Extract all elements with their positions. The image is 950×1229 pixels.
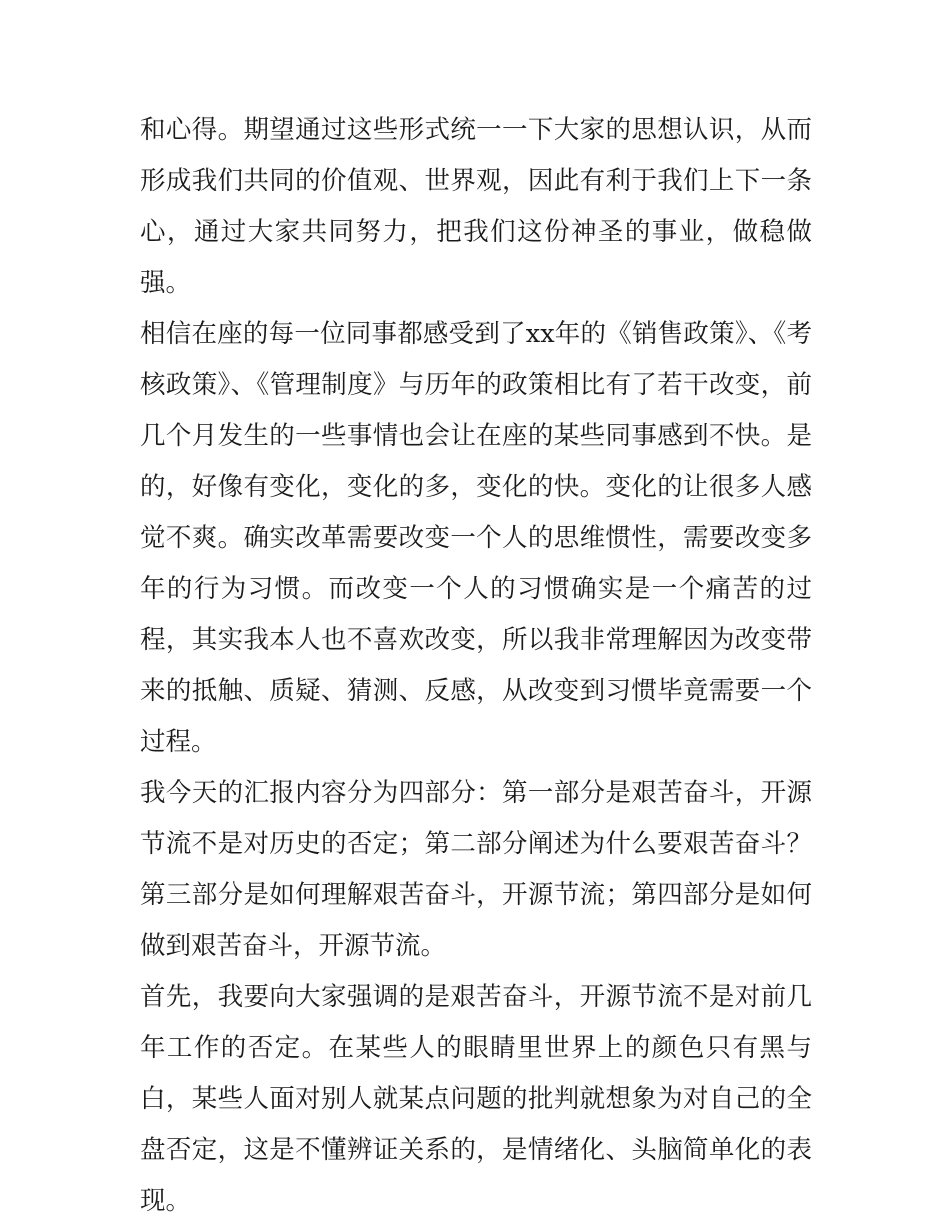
paragraph-1: 和心得。期望通过这些形式统一一下大家的思想认识，从而形成我们共同的价值观、世界观，因此有利于我们上下一条心，通过大家共同努力，把我们这份神圣的事业，做稳做强。 [140, 115, 812, 298]
document-body [140, 105, 812, 1227]
paragraph-2: 相信在座的每一位同事都感受到了xx年的《销售政策》、《考核政策》、《管理制度》与历年的政策相比有了若干改变，前几个月发生的一些事情也会让在座的某些同事感到不快。是的，好像有变化，变化的多，变化的快。变化的让很多人感觉不爽。确实改革需要改变一个人的思维惯性，需要改变多年的行为习惯。而改变一个人的习惯确实是一个痛苦的过程，其实我本人也不喜欢改变，所以我非常理解因为改变带来的抵触、质疑、猜测、反感，从改变到习惯毕竟需要一个过程。 [140, 319, 812, 757]
paragraph-4: 首先，我要向大家强调的是艰苦奋斗，开源节流不是对前几年工作的否定。在某些人的眼睛里世界上的颜色只有黑与白，某些人面对别人就某点问题的批判就想象为对自己的全盘否定，这是不懂辨证关系的，是情绪化、头脑简单化的表现。 [140, 982, 812, 1216]
paragraph-3: 我今天的汇报内容分为四部分：第一部分是艰苦奋斗，开源节流不是对历史的否定；第二部分阐述为什么要艰苦奋斗？第三部分是如何理解艰苦奋斗，开源节流；第四部分是如何做到艰苦奋斗，开源节流。 [140, 778, 812, 961]
